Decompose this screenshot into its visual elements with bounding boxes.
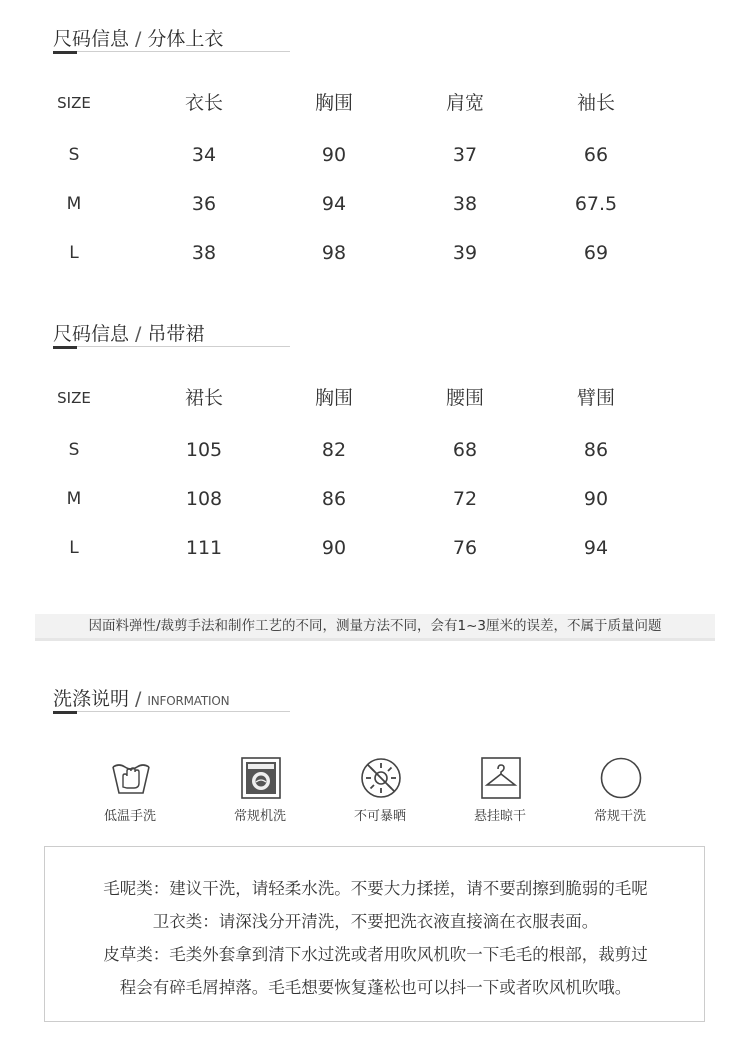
title-accent <box>53 711 77 714</box>
value-cell: 105 <box>185 439 223 461</box>
no-sun-icon <box>360 757 402 799</box>
header-cell: 臂围 <box>576 387 615 409</box>
table-header-row <box>0 383 750 413</box>
table-header-row <box>0 88 750 118</box>
divider <box>53 51 290 52</box>
value-cell: 86 <box>583 439 609 461</box>
header-cell: 胸围 <box>314 92 353 114</box>
size-cell: S <box>68 440 80 460</box>
top-title-sub: 分体上衣 <box>147 28 224 50</box>
header-cell: SIZE <box>57 389 91 407</box>
skirt-title-main: 尺码信息 <box>53 323 130 345</box>
value-cell: 69 <box>583 242 609 264</box>
header-cell: 腰围 <box>445 387 484 409</box>
care-item-machine-wash <box>205 757 315 827</box>
size-cell: L <box>69 538 79 558</box>
size-cell: L <box>69 243 79 263</box>
value-cell: 66 <box>583 144 609 166</box>
skirt-size-title <box>53 319 290 347</box>
top-size-title <box>53 24 290 52</box>
value-cell: 36 <box>191 193 217 215</box>
care-item-hang-dry <box>445 757 555 827</box>
value-cell: 37 <box>452 144 478 166</box>
washing-machine-icon <box>240 757 282 799</box>
value-cell: 90 <box>583 488 609 510</box>
care-label: 常规机洗 <box>233 809 286 824</box>
table-row <box>0 140 750 170</box>
hand-wash-icon <box>110 757 152 799</box>
header-cell: 胸围 <box>314 387 353 409</box>
skirt-title-sub: 吊带裙 <box>147 323 205 345</box>
header-cell: 袖长 <box>576 92 615 114</box>
care-text-line: 卫衣类：请深浅分开清洗，不要把洗衣液直接滴在衣服表面。 <box>152 912 599 931</box>
table-row <box>0 484 750 514</box>
value-cell: 34 <box>191 144 217 166</box>
care-text-line: 皮草类：毛类外套拿到清下水过洗或者用吹风机吹一下毛毛的根部，裁剪过 <box>103 945 648 964</box>
value-cell: 111 <box>185 537 223 559</box>
size-cell: S <box>68 145 80 165</box>
value-cell: 38 <box>452 193 478 215</box>
care-label: 低温手洗 <box>103 809 156 824</box>
care-instructions-box <box>44 846 705 1022</box>
table-row <box>0 533 750 563</box>
value-cell: 82 <box>321 439 347 461</box>
value-cell: 94 <box>583 537 609 559</box>
value-cell: 72 <box>452 488 478 510</box>
value-cell: 90 <box>321 537 347 559</box>
wash-title-separator: / <box>135 688 142 710</box>
care-label: 常规干洗 <box>593 809 646 824</box>
header-cell: 裙长 <box>184 387 223 409</box>
care-label: 悬挂晾干 <box>473 809 526 824</box>
header-cell: 肩宽 <box>445 92 484 114</box>
value-cell: 108 <box>185 488 223 510</box>
value-cell: 38 <box>191 242 217 264</box>
value-cell: 98 <box>321 242 347 264</box>
title-accent <box>53 51 77 54</box>
skirt-title-separator: / <box>135 323 142 345</box>
care-item-hand-wash <box>75 757 185 827</box>
divider <box>53 346 290 347</box>
size-cell: M <box>66 489 82 509</box>
value-cell: 90 <box>321 144 347 166</box>
value-cell: 39 <box>452 242 478 264</box>
wash-title-sub: INFORMATION <box>147 694 230 708</box>
title-accent <box>53 346 77 349</box>
value-cell: 67.5 <box>574 193 618 215</box>
top-title-main: 尺码信息 <box>53 28 130 50</box>
dry-clean-icon <box>600 757 642 799</box>
hanger-icon <box>480 757 522 799</box>
table-row <box>0 238 750 268</box>
table-row <box>0 435 750 465</box>
measurement-note: 因面料弹性/裁剪手法和制作工艺的不同，测量方法不同，会有1~3厘米的误差，不属于质量问题 <box>35 614 715 641</box>
care-item-dry-clean <box>565 757 675 827</box>
value-cell: 68 <box>452 439 478 461</box>
value-cell: 94 <box>321 193 347 215</box>
value-cell: 76 <box>452 537 478 559</box>
value-cell: 86 <box>321 488 347 510</box>
care-text-line: 毛呢类：建议干洗，请轻柔水洗。不要大力揉搓，请不要刮擦到脆弱的毛呢 <box>103 879 648 898</box>
wash-title-main: 洗涤说明 <box>53 688 130 710</box>
table-row <box>0 189 750 219</box>
wash-title <box>53 684 290 712</box>
divider <box>53 711 290 712</box>
care-item-no-sun <box>325 757 435 827</box>
size-cell: M <box>66 194 82 214</box>
header-cell: SIZE <box>57 94 91 112</box>
care-text-line: 程会有碎毛屑掉落。毛毛想要恢复蓬松也可以抖一下或者吹风机吹哦。 <box>119 978 632 997</box>
top-title-separator: / <box>135 28 142 50</box>
care-label: 不可暴晒 <box>353 809 406 824</box>
header-cell: 衣长 <box>184 92 223 114</box>
